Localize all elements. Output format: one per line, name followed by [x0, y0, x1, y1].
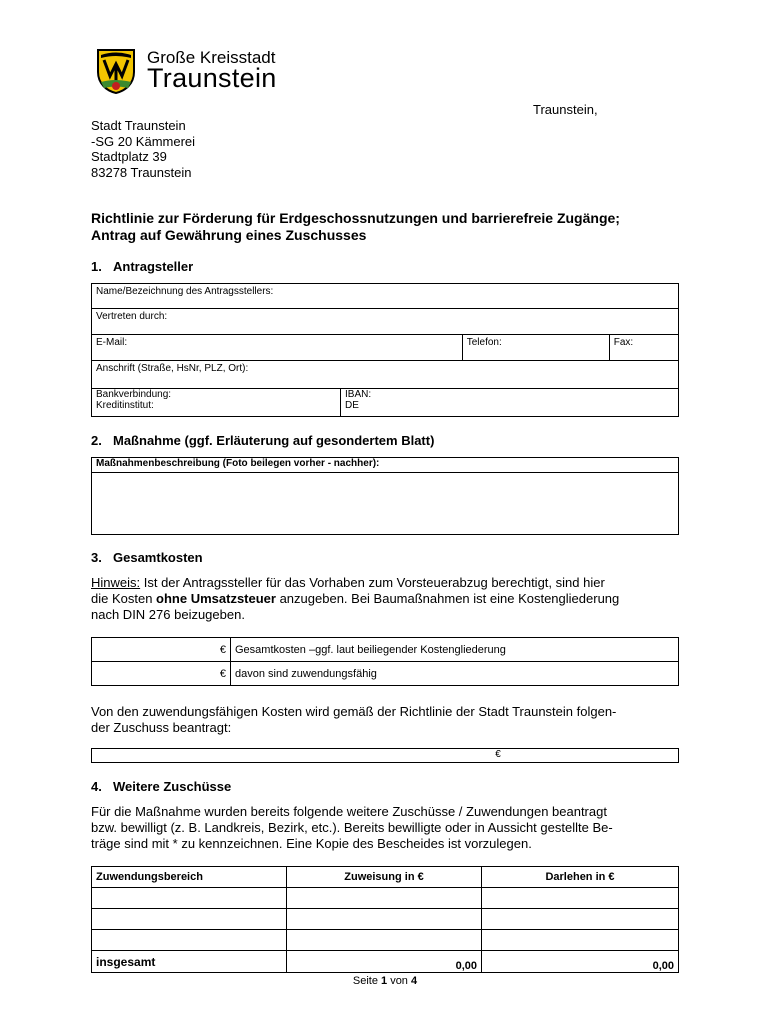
telefon-label: Telefon: — [466, 337, 502, 348]
place-date: Traunstein, — [533, 102, 598, 117]
section4-heading: 4. Weitere Zuschüsse — [91, 779, 232, 794]
loan-amount-field[interactable] — [482, 930, 679, 951]
telefon-field[interactable] — [462, 335, 609, 361]
measure-table — [91, 457, 679, 535]
applicant-table — [91, 283, 679, 417]
iban-label: IBAN: — [345, 389, 372, 400]
eligible-costs-label: davon sind zuwendungsfähig — [231, 662, 679, 686]
address-line: -SG 20 Kämmerei — [91, 133, 196, 149]
table-row — [92, 888, 679, 909]
address-line: Stadtplatz 39 — [91, 149, 167, 164]
loan-amount-field[interactable] — [482, 909, 679, 930]
total-costs-amount-field[interactable]: € — [92, 638, 231, 662]
hinweis-label: Hinweis: — [91, 575, 141, 590]
vertreten-field[interactable] — [92, 309, 679, 335]
grant-amount-field[interactable] — [287, 930, 482, 951]
measure-description-field[interactable] — [92, 473, 679, 535]
requested-grant-table — [91, 748, 679, 763]
eligible-costs-amount-field[interactable]: € — [92, 662, 231, 686]
fax-label: Fax: — [613, 337, 634, 348]
column-header: Darlehen in € — [482, 867, 679, 888]
table-row — [92, 909, 679, 930]
total-grant: 0,00 — [287, 951, 482, 973]
iban-prefix: DE — [345, 400, 359, 411]
logo-line1: Große Kreisstadt — [147, 48, 276, 67]
grant-area-field[interactable] — [92, 909, 287, 930]
document-title — [91, 210, 691, 244]
city-logo — [95, 46, 305, 96]
bank-field[interactable] — [92, 389, 341, 417]
section1-heading: 1. Antragsteller — [91, 259, 194, 274]
anschrift-label: Anschrift (Straße, HsNr, PLZ, Ort): — [96, 363, 249, 374]
anschrift-field[interactable] — [92, 361, 679, 389]
section3-heading: 3. Gesamtkosten — [91, 550, 203, 565]
grant-area-field[interactable] — [92, 888, 287, 909]
total-row — [92, 951, 679, 973]
name-field[interactable] — [92, 284, 679, 309]
fax-field[interactable] — [609, 335, 678, 361]
total-costs-label: Gesamtkosten –ggf. laut beiliegender Kostengliederung — [231, 638, 679, 662]
zuschuss-text: Von den zuwendungsfähigen Kosten wird gemäß der Richtlinie der Stadt Traunstein folgen- der Zuschuss beantragt: — [91, 704, 617, 735]
address-line: Stadt Traunstein — [91, 118, 186, 133]
grant-amount-field[interactable] — [287, 888, 482, 909]
loan-amount-field[interactable] — [482, 888, 679, 909]
section4-text: Für die Maßnahme wurden bereits folgende weitere Zuschüsse / Zuwendungen beantragt bzw. bewilligt (z. B. Landkreis, Bezirk, etc.). Bereits bewilligte oder in Aussicht gestellte Be- träge sind mit * zu kennzeichnen. Eine Kopie des Bescheides ist vorzulegen. — [91, 804, 613, 851]
iban-field[interactable] — [341, 389, 679, 417]
grant-amount-field[interactable] — [287, 909, 482, 930]
hinweis-bold: ohne Umsatzsteuer — [156, 591, 276, 606]
address-line: 83278 Traunstein — [91, 164, 192, 180]
recipient-address — [91, 118, 195, 180]
logo-line2: Traunstein — [147, 63, 277, 93]
name-label: Name/Bezeichnung des Antragsstellers: — [96, 286, 274, 297]
page-footer: Seite 1 von 4 — [352, 975, 418, 987]
bank-label: Bankverbindung: — [96, 389, 172, 400]
page-total: 4 — [411, 975, 418, 987]
coat-of-arms-icon — [95, 46, 137, 94]
email-label: E-Mail: — [96, 337, 128, 348]
vertreten-label: Vertreten durch: — [96, 311, 168, 322]
total-loan: 0,00 — [482, 951, 679, 973]
grant-area-field[interactable] — [92, 930, 287, 951]
costs-table — [91, 637, 679, 686]
requested-grant-field[interactable]: € — [92, 749, 679, 763]
table-row — [92, 930, 679, 951]
grants-table — [91, 866, 679, 973]
section2-heading: 2. Maßnahme (ggf. Erläuterung auf gesondertem Blatt) — [91, 433, 435, 448]
column-header: Zuwendungsbereich — [92, 867, 287, 888]
column-header: Zuweisung in € — [287, 867, 482, 888]
hinweis-text: Hinweis: Ist der Antragssteller für das Vorhaben zum Vorsteuerabzug berechtigt, sind hier die Kosten ohne Umsatzsteuer anzugeben. Bei Baumaßnahmen ist eine Kostengliederung nach DIN 276 beizugeben. — [91, 575, 620, 622]
kredit-label: Kreditinstitut: — [96, 400, 154, 411]
title-line1: Richtlinie zur Förderung für Erdgeschossnutzungen und barrierefreie Zugänge; — [91, 210, 620, 226]
total-label: insgesamt — [92, 951, 287, 973]
measure-label: Maßnahmenbeschreibung (Foto beilegen vorher - nachher): — [92, 458, 679, 473]
email-field[interactable] — [92, 335, 463, 361]
title-line2: Antrag auf Gewährung eines Zuschusses — [91, 227, 367, 243]
page-number: 1 — [381, 975, 388, 987]
